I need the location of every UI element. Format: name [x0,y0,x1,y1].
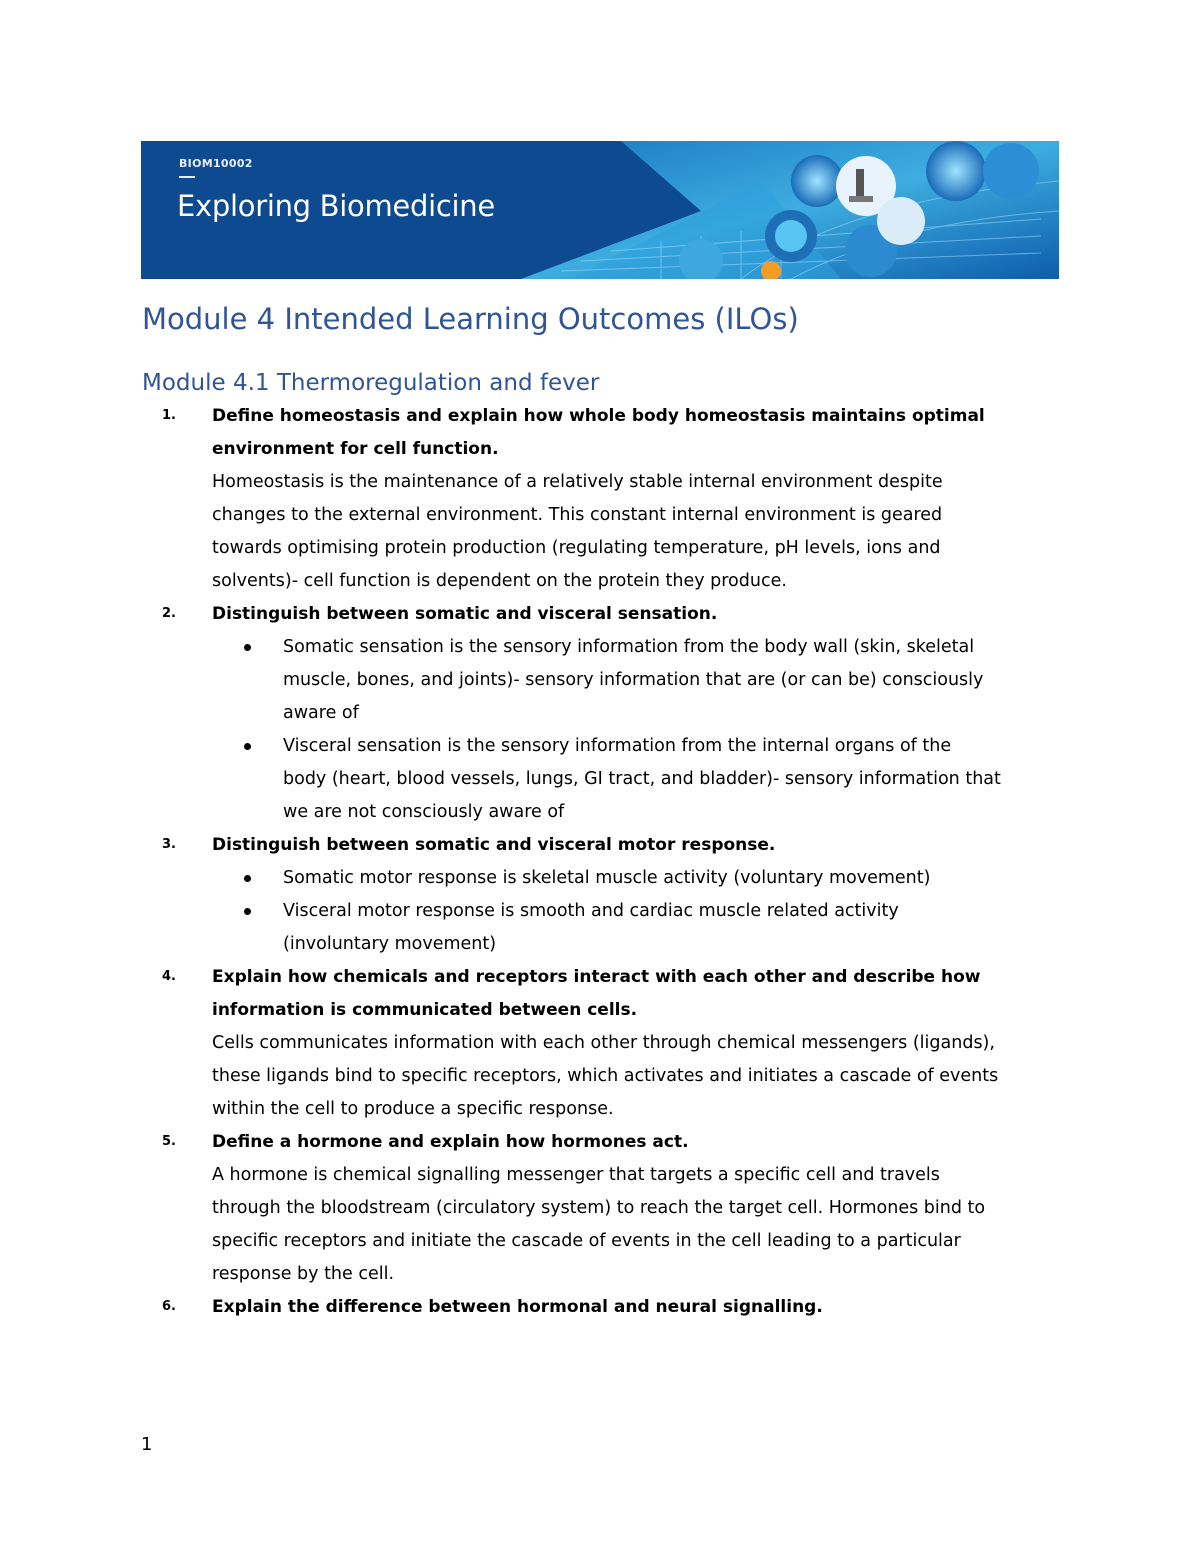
bullet-line: Somatic sensation is the sensory information from the body wall (skin, skeletal [283,637,975,657]
bullet-line: Somatic motor response is skeletal muscle activity (voluntary movement) [283,868,931,888]
item-body-line: specific receptors and initiate the cascade of events in the cell leading to a particular [212,1231,961,1251]
item-title-line: information is communicated between cells. [212,1000,638,1020]
item-body-line: A hormone is chemical signalling messenger that targets a specific cell and travels [212,1165,940,1185]
bullet-line: body (heart, blood vessels, lungs, GI tract, and bladder)- sensory information that [283,769,1001,789]
course-code: BIOM10002 [179,157,253,170]
bullet-icon [244,644,251,651]
bullet-icon [244,743,251,750]
section-heading: Module 4.1 Thermoregulation and fever [142,370,600,396]
list-number: 3. [162,837,176,852]
item-body-line: within the cell to produce a specific response. [212,1099,614,1119]
item-body-line: Homeostasis is the maintenance of a relatively stable internal environment despite [212,472,943,492]
page-number: 1 [141,1434,153,1455]
list-number: 6. [162,1299,176,1314]
item-body-line: through the bloodstream (circulatory system) to reach the target cell. Hormones bind to [212,1198,986,1218]
bullet-line: aware of [283,703,359,723]
list-number: 1. [162,408,176,423]
item-title-line: Explain the difference between hormonal and neural signalling. [212,1297,823,1317]
bullet-line: muscle, bones, and joints)- sensory information that are (or can be) consciously [283,670,984,690]
bullet-line: Visceral sensation is the sensory information from the internal organs of the [283,736,952,756]
course-banner [141,141,1059,279]
bullet-line: (involuntary movement) [283,934,497,954]
page-title: Module 4 Intended Learning Outcomes (ILOs) [142,302,799,336]
course-title: Exploring Biomedicine [177,189,495,223]
bullet-icon [244,908,251,915]
item-title-line: Distinguish between somatic and visceral motor response. [212,835,776,855]
banner-divider [179,176,195,178]
bullet-line: we are not consciously aware of [283,802,565,822]
item-body-line: towards optimising protein production (regulating temperature, pH levels, ions and [212,538,941,558]
item-body-line: these ligands bind to specific receptors, which activates and initiates a cascade of events [212,1066,999,1086]
item-body-line: solvents)- cell function is dependent on the protein they produce. [212,571,787,591]
item-body-line: response by the cell. [212,1264,395,1284]
item-title-line: Define a hormone and explain how hormones act. [212,1132,689,1152]
item-body-line: Cells communicates information with each other through chemical messengers (ligands), [212,1033,995,1053]
list-number: 4. [162,969,176,984]
bullet-icon [244,875,251,882]
item-title-line: Distinguish between somatic and visceral sensation. [212,604,718,624]
list-number: 2. [162,606,176,621]
item-title-line: Define homeostasis and explain how whole body homeostasis maintains optimal [212,406,985,426]
item-title-line: Explain how chemicals and receptors interact with each other and describe how [212,967,981,987]
list-number: 5. [162,1134,176,1149]
bullet-line: Visceral motor response is smooth and cardiac muscle related activity [283,901,899,921]
item-title-line: environment for cell function. [212,439,499,459]
item-body-line: changes to the external environment. This constant internal environment is geared [212,505,943,525]
